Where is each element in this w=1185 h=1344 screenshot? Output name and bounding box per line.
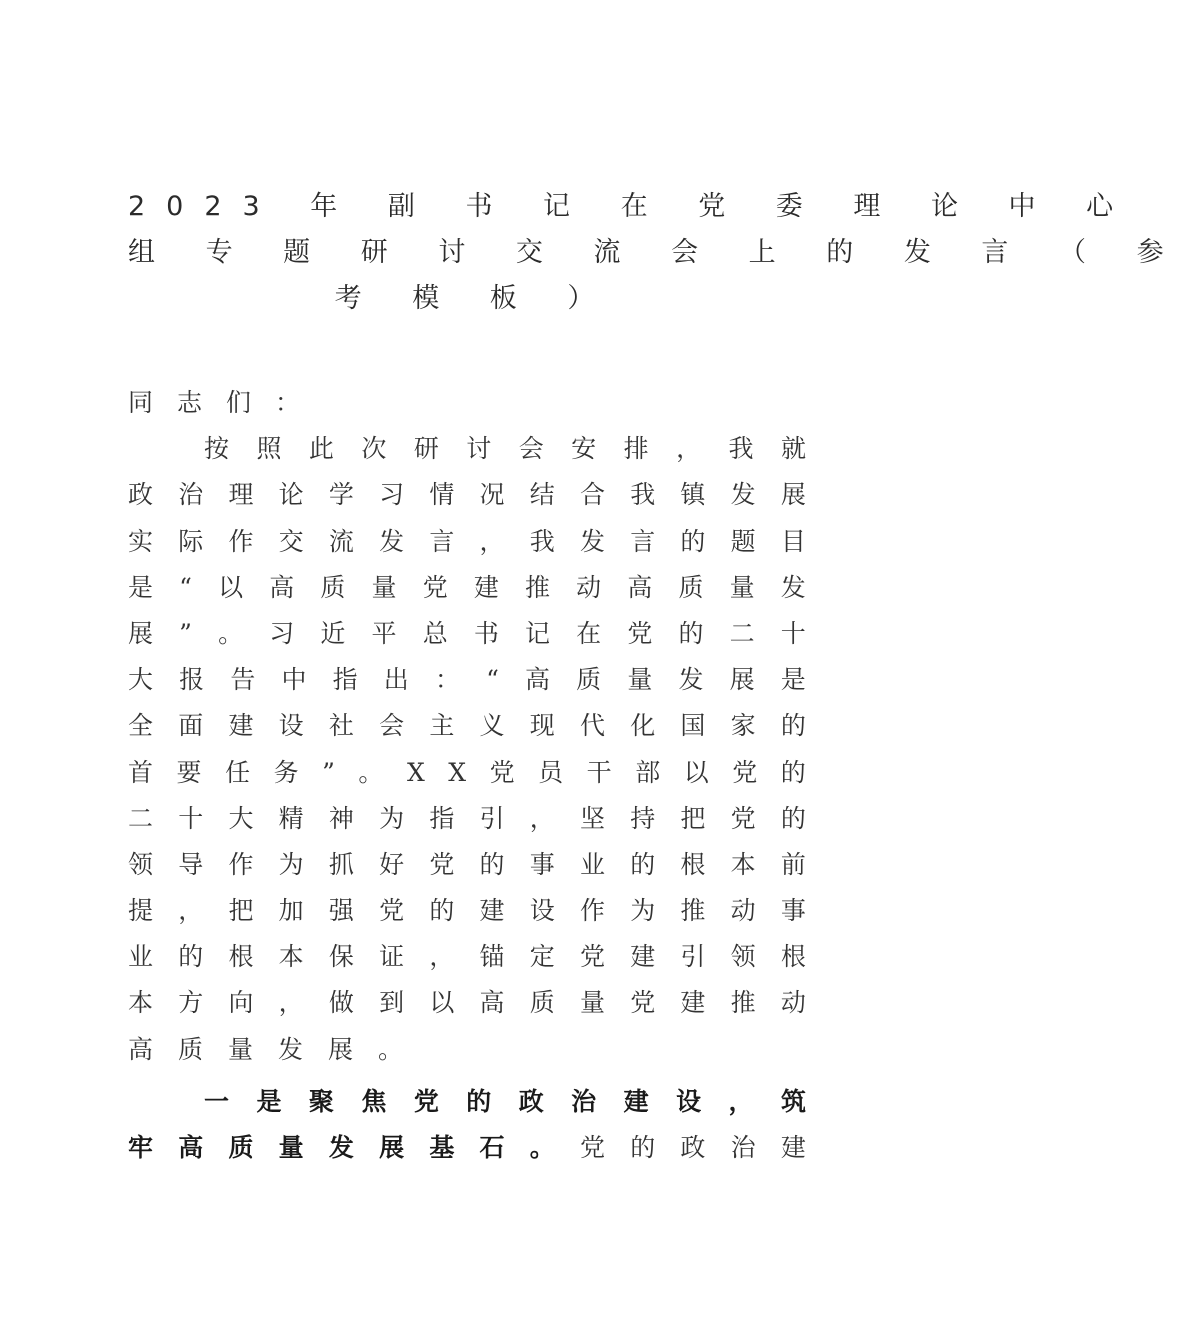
glyph: 建 — [473, 572, 499, 602]
paragraph-line — [128, 842, 806, 888]
glyph: 家 — [730, 711, 756, 741]
glyph: 的 — [630, 849, 656, 879]
glyph: 发 — [730, 480, 756, 510]
glyph: 展 — [128, 618, 154, 648]
glyph: 前 — [780, 849, 806, 879]
glyph: 干 — [586, 757, 612, 787]
glyph: 的 — [678, 618, 704, 648]
paragraph-line — [128, 980, 806, 1026]
glyph: 筑 — [780, 1086, 806, 1116]
glyph: ， — [429, 942, 455, 972]
glyph: 情 — [429, 480, 455, 510]
glyph: 安 — [571, 434, 597, 464]
glyph: 作 — [228, 849, 254, 879]
glyph: 建 — [623, 1086, 649, 1116]
glyph: 基 — [429, 1133, 455, 1162]
document-body — [128, 380, 818, 1171]
glyph: 员 — [538, 757, 564, 787]
glyph: 面 — [178, 711, 204, 741]
glyph: 首 — [128, 757, 154, 787]
glyph: ， — [479, 526, 505, 556]
glyph: 国 — [680, 711, 706, 741]
glyph: 会 — [379, 711, 405, 741]
paragraph-line — [128, 934, 806, 980]
glyph: 高 — [525, 665, 551, 695]
glyph: 平 — [371, 618, 397, 648]
glyph: 化 — [630, 711, 656, 741]
glyph: 保 — [328, 942, 354, 972]
glyph: 的 — [178, 942, 204, 972]
glyph: 社 — [328, 711, 354, 741]
glyph: 引 — [680, 942, 706, 972]
glyph: 主 — [429, 711, 455, 741]
glyph: 的 — [680, 526, 706, 556]
glyph: 把 — [680, 803, 706, 833]
glyph: 二 — [128, 803, 154, 833]
glyph: 发 — [328, 1133, 354, 1162]
title-line: 2023 年 副 书 记 在 党 委 理 论 中 心 — [128, 191, 1135, 222]
glyph: 就 — [780, 434, 806, 464]
glyph: 量 — [627, 665, 653, 695]
glyph: ” — [179, 618, 192, 648]
glyph: ， — [676, 434, 702, 464]
glyph: ， — [529, 803, 555, 833]
glyph: 照 — [256, 434, 282, 464]
glyph: 治 — [178, 480, 204, 510]
glyph: 推 — [680, 896, 706, 926]
glyph: 设 — [278, 711, 304, 741]
paragraph-line — [128, 750, 806, 796]
glyph: 近 — [320, 618, 346, 648]
glyph: 党 — [489, 757, 515, 787]
glyph: X — [448, 757, 467, 787]
glyph: 高 — [627, 572, 653, 602]
glyph: 石 — [479, 1133, 505, 1162]
glyph: 以 — [429, 988, 455, 1018]
glyph: 的 — [780, 803, 806, 833]
glyph: 党 — [422, 572, 448, 602]
glyph: 根 — [228, 942, 254, 972]
glyph: 是 — [128, 572, 154, 602]
glyph: 动 — [730, 896, 756, 926]
glyph: 。 — [529, 1133, 555, 1162]
glyph: 党 — [627, 618, 653, 648]
glyph: 神 — [328, 803, 354, 833]
glyph: 提 — [128, 896, 154, 926]
glyph: 治 — [730, 1133, 756, 1162]
glyph: 到 — [379, 988, 405, 1018]
glyph: 政 — [128, 480, 154, 510]
glyph: 质 — [529, 988, 555, 1018]
glyph: 发 — [780, 572, 806, 602]
glyph: 牢 — [128, 1133, 154, 1162]
glyph: 展 — [379, 1133, 405, 1162]
glyph: 是 — [256, 1086, 282, 1116]
glyph: 作 — [228, 526, 254, 556]
glyph: 加 — [278, 896, 304, 926]
glyph: 为 — [278, 849, 304, 879]
glyph: 持 — [630, 803, 656, 833]
glyph: 际 — [178, 526, 204, 556]
glyph: 量 — [278, 1133, 304, 1162]
glyph: 习 — [269, 618, 295, 648]
glyph: 指 — [429, 803, 455, 833]
glyph: 全 — [128, 711, 154, 741]
glyph: 大 — [128, 665, 154, 695]
glyph: 建 — [780, 1133, 806, 1162]
glyph: 高 — [479, 988, 505, 1018]
glyph: 大 — [228, 803, 254, 833]
glyph: 量 — [371, 572, 397, 602]
glyph: 推 — [730, 988, 756, 1018]
glyph: 况 — [479, 480, 505, 510]
glyph: 党 — [732, 757, 758, 787]
glyph: 业 — [579, 849, 605, 879]
glyph: 向 — [228, 988, 254, 1018]
glyph: 党 — [579, 942, 605, 972]
glyph: 质 — [678, 572, 704, 602]
glyph: 排 — [623, 434, 649, 464]
glyph: 发 — [678, 665, 704, 695]
glyph: 政 — [680, 1133, 706, 1162]
glyph: 事 — [529, 849, 555, 879]
glyph: 展 — [780, 480, 806, 510]
glyph: 党 — [429, 849, 455, 879]
glyph: 治 — [571, 1086, 597, 1116]
glyph: 建 — [630, 942, 656, 972]
glyph: 言 — [429, 526, 455, 556]
glyph: 动 — [576, 572, 602, 602]
glyph: ， — [178, 896, 204, 926]
glyph: 质 — [320, 572, 346, 602]
glyph: 讨 — [466, 434, 492, 464]
glyph: 业 — [128, 942, 154, 972]
paragraph-line — [128, 426, 806, 472]
glyph: 推 — [525, 572, 551, 602]
glyph: 。 — [218, 618, 244, 648]
paragraph-line — [128, 1125, 806, 1171]
paragraph-line — [128, 565, 806, 611]
glyph: 按 — [204, 434, 230, 464]
glyph: 方 — [178, 988, 204, 1018]
glyph: 次 — [361, 434, 387, 464]
glyph: 义 — [479, 711, 505, 741]
glyph: 流 — [328, 526, 354, 556]
glyph: 党 — [579, 1133, 605, 1162]
glyph: 焦 — [361, 1086, 387, 1116]
title-line: 组 专 题 研 讨 交 流 会 上 的 发 言 （ 参 — [128, 237, 1185, 268]
glyph: 结 — [529, 480, 555, 510]
glyph: 的 — [429, 896, 455, 926]
glyph: 以 — [683, 757, 709, 787]
glyph: 本 — [730, 849, 756, 879]
glyph: 目 — [780, 526, 806, 556]
glyph: ： — [434, 665, 460, 695]
glyph: 务 — [273, 757, 299, 787]
glyph: 质 — [576, 665, 602, 695]
glyph: 的 — [630, 1133, 656, 1162]
glyph: 我 — [529, 526, 555, 556]
glyph: ， — [728, 1086, 754, 1116]
glyph: 高 — [269, 572, 295, 602]
glyph: 党 — [730, 803, 756, 833]
glyph: 设 — [529, 896, 555, 926]
glyph: X — [406, 757, 425, 787]
glyph: 建 — [680, 988, 706, 1018]
glyph: 要 — [176, 757, 202, 787]
glyph: 言 — [630, 526, 656, 556]
document-title — [128, 184, 1185, 322]
glyph: 任 — [225, 757, 251, 787]
glyph: 以 — [218, 572, 244, 602]
glyph: 领 — [128, 849, 154, 879]
glyph: 量 — [579, 988, 605, 1018]
paragraph-line — [128, 796, 806, 842]
glyph: 我 — [630, 480, 656, 510]
glyph: “ — [179, 572, 192, 602]
glyph: 党 — [413, 1086, 439, 1116]
glyph: 的 — [780, 757, 806, 787]
glyph: 高 — [178, 1133, 204, 1162]
title-line: 考 模 板 ） — [334, 283, 616, 314]
glyph: 总 — [422, 618, 448, 648]
glyph: 一 — [204, 1086, 230, 1116]
glyph: 领 — [730, 942, 756, 972]
glyph: 指 — [332, 665, 358, 695]
glyph: 根 — [780, 942, 806, 972]
glyph: 在 — [576, 618, 602, 648]
glyph: 会 — [518, 434, 544, 464]
glyph: 作 — [579, 896, 605, 926]
glyph: 设 — [676, 1086, 702, 1116]
glyph: 出 — [383, 665, 409, 695]
glyph: 聚 — [308, 1086, 334, 1116]
glyph: 二 — [729, 618, 755, 648]
glyph: 建 — [228, 711, 254, 741]
glyph: 展 — [729, 665, 755, 695]
glyph: 十 — [178, 803, 204, 833]
glyph: 我 — [728, 434, 754, 464]
glyph: 引 — [479, 803, 505, 833]
glyph: 论 — [278, 480, 304, 510]
glyph: 的 — [780, 711, 806, 741]
paragraph-line — [128, 472, 806, 518]
paragraph-line — [128, 703, 806, 749]
glyph: 理 — [228, 480, 254, 510]
glyph: 中 — [281, 665, 307, 695]
glyph: ” — [322, 757, 335, 787]
glyph: 交 — [278, 526, 304, 556]
glyph: 本 — [128, 988, 154, 1018]
glyph: 题 — [730, 526, 756, 556]
glyph: 学 — [328, 480, 354, 510]
glyph: 代 — [579, 711, 605, 741]
glyph: 抓 — [328, 849, 354, 879]
glyph: 导 — [178, 849, 204, 879]
salutation: 同志们： — [128, 388, 325, 417]
glyph: 为 — [379, 803, 405, 833]
glyph: 好 — [379, 849, 405, 879]
paragraph-line — [128, 888, 806, 934]
glyph: 强 — [328, 896, 354, 926]
glyph: 十 — [780, 618, 806, 648]
glyph: 部 — [635, 757, 661, 787]
glyph: “ — [486, 665, 499, 695]
glyph: 质 — [228, 1133, 254, 1162]
glyph: 习 — [379, 480, 405, 510]
glyph: 本 — [278, 942, 304, 972]
glyph: 镇 — [680, 480, 706, 510]
glyph: 的 — [479, 849, 505, 879]
glyph: 书 — [473, 618, 499, 648]
glyph: 锚 — [479, 942, 505, 972]
glyph: 的 — [466, 1086, 492, 1116]
glyph: 发 — [579, 526, 605, 556]
glyph: 做 — [328, 988, 354, 1018]
paragraph-line: 高质量发展。 — [128, 1034, 429, 1064]
glyph: 量 — [729, 572, 755, 602]
section-heading-line — [128, 1079, 806, 1125]
glyph: 把 — [228, 896, 254, 926]
glyph: 为 — [630, 896, 656, 926]
glyph: 事 — [780, 896, 806, 926]
glyph: 党 — [630, 988, 656, 1018]
glyph: 合 — [579, 480, 605, 510]
glyph: 是 — [780, 665, 806, 695]
glyph: 定 — [529, 942, 555, 972]
glyph: 发 — [379, 526, 405, 556]
glyph: 研 — [413, 434, 439, 464]
glyph: 政 — [518, 1086, 544, 1116]
glyph: 党 — [379, 896, 405, 926]
glyph: 坚 — [579, 803, 605, 833]
glyph: 建 — [479, 896, 505, 926]
glyph: 实 — [128, 526, 154, 556]
glyph: 记 — [525, 618, 551, 648]
glyph: ， — [278, 988, 304, 1018]
glyph: 精 — [278, 803, 304, 833]
glyph: 。 — [358, 757, 384, 787]
paragraph-line — [128, 611, 806, 657]
paragraph-line — [128, 657, 806, 703]
glyph: 告 — [230, 665, 256, 695]
glyph: 证 — [379, 942, 405, 972]
glyph: 动 — [780, 988, 806, 1018]
glyph: 报 — [179, 665, 205, 695]
glyph: 现 — [529, 711, 555, 741]
glyph: 根 — [680, 849, 706, 879]
glyph: 此 — [308, 434, 334, 464]
paragraph-line — [128, 519, 806, 565]
